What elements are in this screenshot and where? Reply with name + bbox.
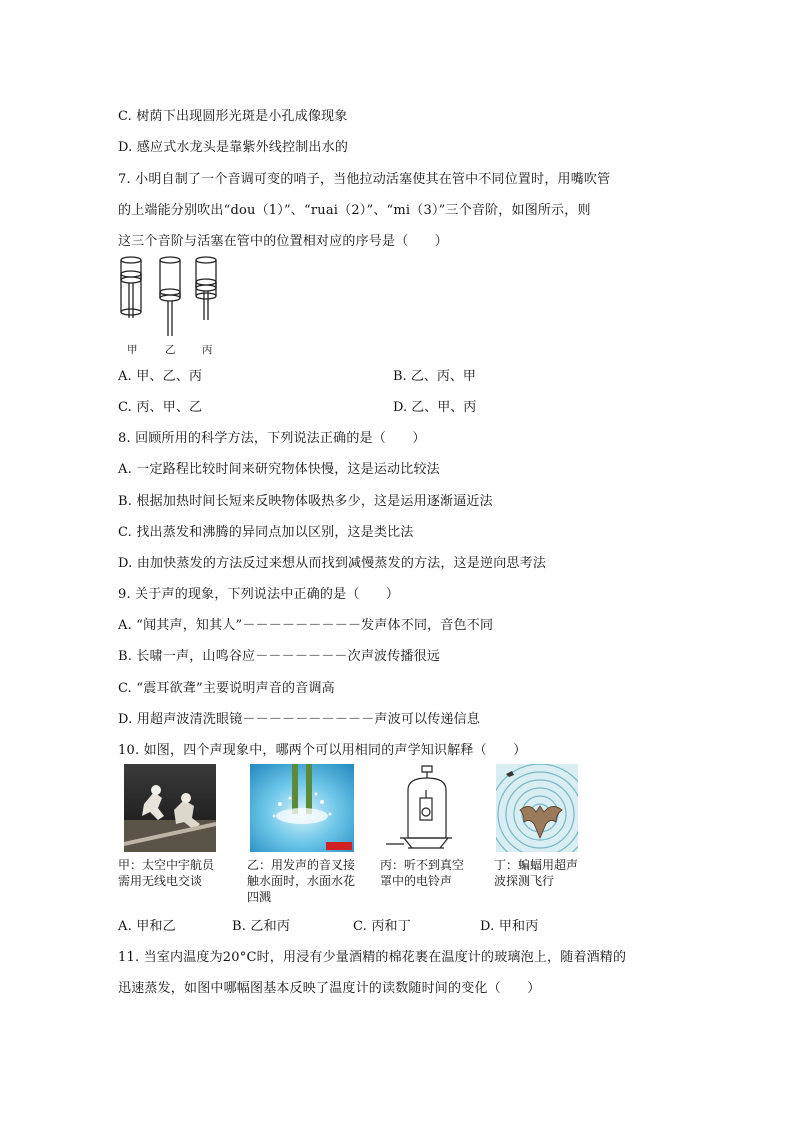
q7-stem-line2: 的上端能分别吹出“dou（1）”、“ruai（2）”、“mi（3）”三个音阶，如图所示，则 [118, 203, 591, 218]
q8-option-a: A. 一定路程比较时间来研究物体快慢，这是运动比较法 [118, 462, 440, 477]
q8-stem: 8. 回顾所用的科学方法，下列说法正确的是（ ） [118, 431, 426, 446]
caption-yi: 乙：用发声的音叉接 触水面时，水面水花 四溅 [247, 858, 356, 904]
q10-option-b: B. 乙和丙 [232, 919, 291, 934]
q11-stem-line2: 迅速蒸发，如图中哪幅图基本反映了温度计的读数随时间的变化（ ） [118, 981, 541, 996]
q9-stem: 9. 关于声的现象，下列说法中正确的是（ ） [118, 587, 400, 602]
q8-option-d: D. 由加快蒸发的方法反过来想从而找到减慢蒸发的方法，这是逆向思考法 [118, 556, 547, 571]
q9-option-b: B. 长啸一声，山鸣谷应－－－－－－－次声波传播很远 [118, 649, 441, 664]
q7-option-a: A. 甲、乙、丙 [118, 369, 203, 384]
bat-ultrasound-photo [496, 764, 578, 852]
q7-option-b: B. 乙、丙、甲 [393, 369, 476, 384]
label-jia: 甲 [127, 344, 138, 356]
q6-option-d: D. 感应式水龙头是靠紫外线控制出水的 [118, 140, 349, 155]
caption-ding: 丁：蝙蝠用超声 波探测飞行 [494, 858, 579, 888]
label-yi: 乙 [165, 344, 176, 356]
astronauts-photo [124, 764, 216, 852]
tube-bing [196, 257, 216, 320]
q7-stem-line1: 7. 小明自制了一个音调可变的哨子，当他拉动活塞使其在管中不同位置时，用嘴吹管 [118, 172, 611, 187]
q6-option-c: C. 树荫下出现圆形光斑是小孔成像现象 [118, 109, 348, 124]
q10-option-d: D. 甲和丙 [480, 919, 539, 934]
q8-option-c: C. 找出蒸发和沸腾的异同点加以区别，这是类比法 [118, 525, 414, 540]
caption-bing: 丙：听不到真空 罩中的电铃声 [380, 858, 465, 888]
tube-yi [160, 257, 180, 336]
q9-option-d: D. 用超声波清洗眼镜－－－－－－－－－－声波可以传递信息 [118, 712, 481, 727]
q10-option-a: A. 甲和乙 [118, 919, 176, 934]
q7-stem-line3: 这三个音阶与活塞在管中的位置相对应的序号是（ ） [118, 234, 449, 249]
q10-option-c: C. 丙和丁 [353, 919, 411, 934]
whistle-tubes-figure [114, 252, 224, 342]
caption-jia: 甲：太空中宇航员 需用无线电交谈 [118, 858, 215, 888]
q9-option-c: C. “震耳欲聋”主要说明声音的音调高 [118, 681, 335, 696]
q8-option-b: B. 根据加热时间长短来反映物体吸热多少，这是运用逐渐逼近法 [118, 494, 493, 509]
q10-stem: 10. 如图，四个声现象中，哪两个可以用相同的声学知识解释（ ） [118, 743, 527, 758]
label-bing: 丙 [202, 344, 213, 356]
tuning-fork-water-photo [250, 764, 354, 852]
q9-option-a: A. “闻其声，知其人”－－－－－－－－－发声体不同，音色不同 [118, 618, 494, 633]
q7-option-c: C. 丙、甲、乙 [118, 400, 203, 415]
tube-jia [121, 257, 141, 318]
q7-option-d: D. 乙、甲、丙 [393, 400, 477, 415]
q11-stem-line1: 11. 当室内温度为20°C时，用浸有少量酒精的棉花裹在温度计的玻璃泡上，随着酒精的 [118, 950, 627, 965]
bell-jar-diagram [382, 764, 454, 856]
